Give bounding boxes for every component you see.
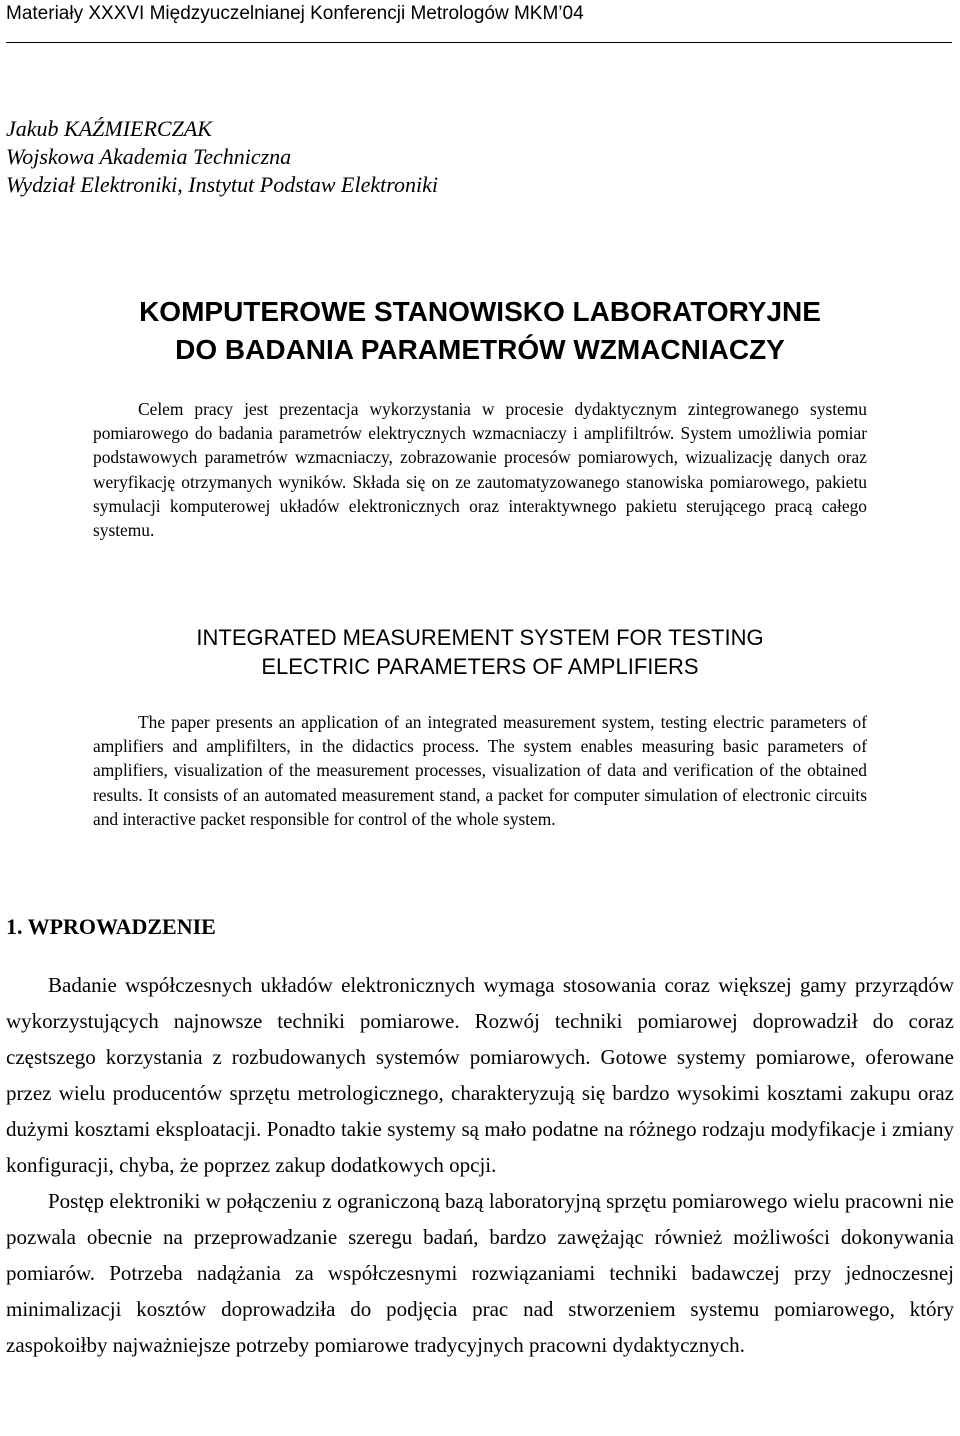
abstract-en [93, 710, 867, 831]
author-block [6, 115, 438, 199]
body-paragraph-2: Postęp elektroniki w połączeniu z ograniczoną bazą laboratoryjną sprzętu pomiarowego wielu pracowni nie pozwala obecnie na przeprowadzanie szeregu badań, bardzo zawężając również możliwości dokonywania pomiarów. Potrzeba nadążania za współczesnymi rozwiązaniami techniki badawczej przy jednoczesnej minimalizacji kosztów doprowadziła do podjęcia prac nad stworzeniem systemu pomiarowego, który zaspokoiłby najważniejsze potrzeby pomiarowe tradycyjnych pracowni dydaktycznych. [6, 1189, 954, 1357]
section-heading: 1. WPROWADZENIE [6, 914, 216, 939]
abstract-pl [93, 397, 867, 542]
author-institution: Wojskowa Akademia Techniczna [6, 144, 292, 169]
paper-title-pl-line2: DO BADANIA PARAMETRÓW WZMACNIACZY [175, 334, 785, 365]
paper-title-pl-line1: KOMPUTEROWE STANOWISKO LABORATORYJNE [139, 296, 821, 327]
running-header: Materiały XXXVI Międzyuczelnianej Konferencji Metrologów MKM’04 [6, 3, 584, 24]
paper-title-en [0, 623, 960, 681]
header-rule [6, 42, 952, 43]
paper-title-en-line1: INTEGRATED MEASUREMENT SYSTEM FOR TESTING [196, 625, 764, 650]
body-paragraph-1: Badanie współczesnych układów elektronicznych wymaga stosowania coraz większej gamy przyrządów wykorzystujących najnowsze techniki pomiarowe. Rozwój techniki pomiarowej doprowadził do coraz częstszego korzystania z rozbudowanych systemów pomiarowych. Gotowe systemy pomiarowe, oferowane przez wielu producentów sprzętu metrologicznego, charakteryzują się bardzo wysokimi kosztami zakupu oraz dużymi kosztami eksploatacji. Ponadto takie systemy są mało podatne na różnego rodzaju modyfikacje i zmiany konfiguracji, chyba, że poprzez zakup dodatkowych opcji. [6, 973, 954, 1177]
abstract-pl-text: Celem pracy jest prezentacja wykorzystania w procesie dydaktycznym zintegrowanego systemu pomiarowego do badania parametrów elektrycznych wzmacniaczy i amplifiltrów. System umożliwia pomiar podstawowych parametrów wzmacniaczy, zobrazowanie procesów pomiarowych, wizualizację danych oraz weryfikację otrzymanych wyników. Składa się on ze zautomatyzowanego stanowiska pomiarowego, pakietu symulacji komputerowej układów elektronicznych oraz interaktywnego pakietu sterującego pracą całego systemu. [93, 399, 867, 541]
author-department: Wydział Elektroniki, Instytut Podstaw Elektroniki [6, 172, 438, 197]
section-body [6, 967, 954, 1363]
author-name: Jakub KAŹMIERCZAK [6, 116, 212, 141]
paper-title-en-line2: ELECTRIC PARAMETERS OF AMPLIFIERS [261, 654, 699, 679]
abstract-en-text: The paper presents an application of an integrated measurement system, testing electric parameters of amplifiers and amplifilters, in the didactics process. The system enables measuring basic parameters of amplifiers, visualization of the measurement processes, visualization of data and verification of the obtained results. It consists of an automated measurement stand, a packet for computer simulation of electronic circuits and interactive packet responsible for control of the whole system. [93, 712, 867, 829]
paper-title-pl [0, 293, 960, 369]
